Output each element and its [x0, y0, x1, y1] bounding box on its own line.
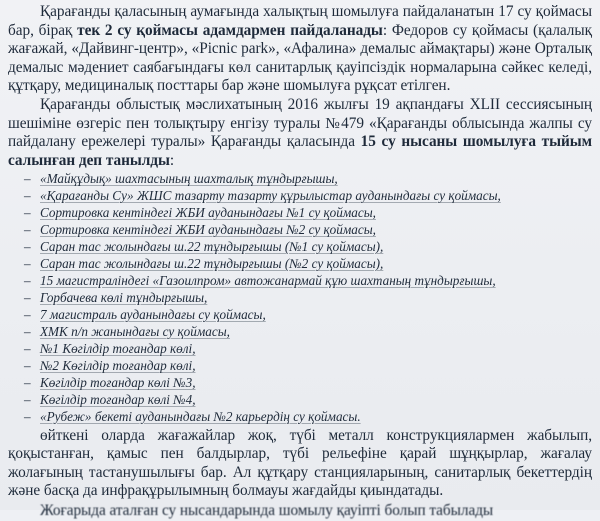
list-item: – Сортировка кентіндегі ЖБИ ауданындағы №1 су қоймасы, — [24, 205, 376, 221]
paragraph-1-text-end: : Федоров су қоймасы (қалалық жағажай, «Дайвинг-центр», «Picnic park», «Афалина» демалыс аймақтары) және Орталық демалыс мәдениет саябағындағы көл санитарлық қауіпсіздік нормаларына сәйкес келеді, құтқару, медициналық посттары бар және шомылуға рұқсат етілген. — [8, 21, 592, 95]
paragraph-2-bold-text: 15 су нысаны шомылуға тыйым салынған деп танылды — [8, 133, 592, 169]
paragraph-prohibited-reservoirs — [8, 96, 592, 170]
paragraph-2-text-end: : — [169, 151, 175, 169]
list-item: – Саран тас жолындағы ш.22 тұндырғышы (№1 су қоймасы), — [24, 239, 384, 255]
list-item: – Көгілдір тоғандар көлі №3, — [24, 374, 196, 390]
list-item: – ХМК п/п жанындағы су қоймасы, — [24, 323, 230, 339]
paragraph-1-text-start: Қарағанды қаласының аумағында халықтың шомылуға пайдаланатын 17 су қоймасы бар, бірақ — [8, 3, 592, 39]
paragraph-bathing-reservoirs — [8, 3, 592, 96]
list-item: – Көгілдір тоғандар көлі №4, — [24, 391, 196, 407]
paragraph-2-text-start: Қарағанды облыстық мәслихатының 2016 жылғы 19 ақпандағы XLII сессиясының шешіміне өзгеріс пен толықтыру енгізу туралы №479 «Қарағанды облысында жалпы су пайдалану ережелері туралы» Қарағанды қаласында — [8, 95, 592, 151]
paragraph-reasons: өйткені оларда жағажайлар жоқ, түбі металл конструкциялармен жабылып, қоқыстанған, қамыс пен балдырлар, түбі рельефіне қарай шұңқырлар, жағалау жолағының тастанушылығы бар. Ал құтқару станцияларының, санитарлық бекеттердің және басқа да инфрақұрылымның болмауы жағдайды қиындатады. — [8, 426, 592, 500]
paragraph-warning-partial: Жоғарыда аталған су нысандарында шомылу қауіпті болып табылады — [40, 502, 494, 520]
list-item: – «Майқұдық» шахтасының шахталық тұндырғышы, — [24, 171, 338, 187]
prohibited-water-bodies-list — [8, 171, 592, 425]
list-item: – №1 Көгілдір тоғандар көлі, — [24, 340, 196, 356]
list-item: – №2 Көгілдір тоғандар көлі, — [24, 357, 196, 373]
list-item: – «Қарағанды Су» ЖШС тазарту тазарту құрылыстар ауданындағы су қоймасы, — [24, 188, 501, 204]
paragraph-1-bold-text: тек 2 су қоймасы адамдармен пайдаланады — [77, 21, 383, 39]
list-item: – «Рубеж» бекеті ауданындағы №2 карьердің су қоймасы. — [24, 408, 361, 424]
list-item: – Сортировка кентіндегі ЖБИ ауданындағы №2 су қоймасы, — [24, 222, 376, 238]
list-item: – Саран тас жолындағы ш.22 тұндырғышы (№2 су қоймасы), — [24, 256, 384, 272]
list-item: – Горбачева көлі тұндырғышы, — [24, 290, 208, 306]
list-item: – 15 магистраліндегі «Газоилпром» автожанармай құю шахтаның тұндырғышы, — [24, 273, 496, 289]
list-item: – 7 магистраль ауданындағы су қоймасы, — [24, 306, 266, 322]
